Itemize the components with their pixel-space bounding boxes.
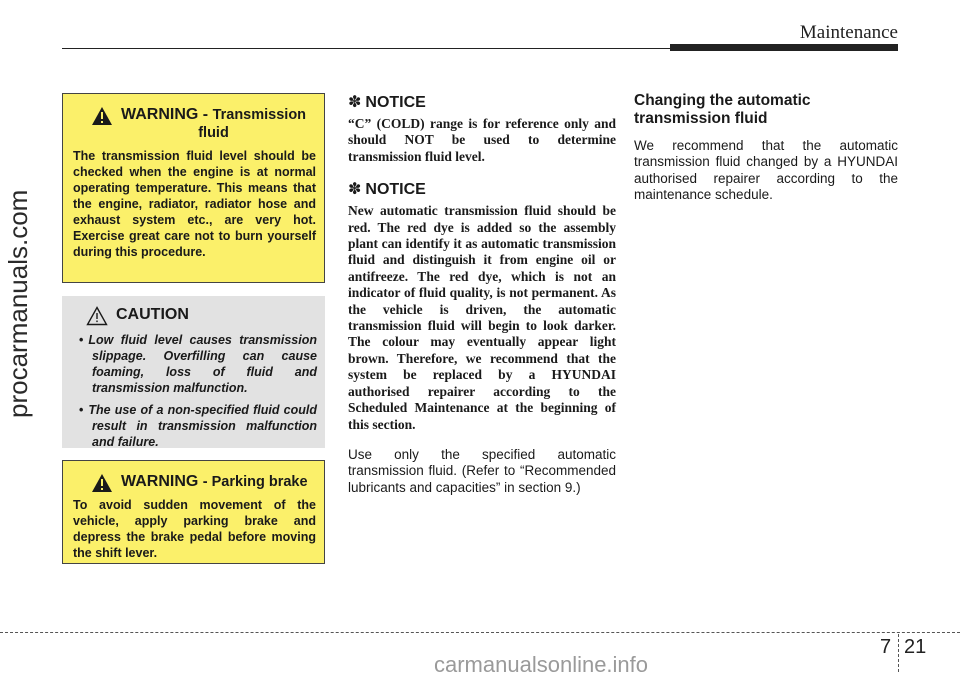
caution-header bbox=[72, 306, 317, 326]
body-paragraph: We recommend that the automatic transmission fluid changed by a HYUNDAI authorised repairer according to the maintenance schedule. bbox=[634, 138, 898, 203]
notice-star-icon: ✽ bbox=[348, 94, 362, 111]
middle-column bbox=[348, 92, 616, 496]
notice-heading bbox=[348, 92, 616, 112]
warning-triangle-icon bbox=[91, 106, 113, 126]
warning-heading bbox=[121, 473, 308, 491]
caution-list bbox=[72, 332, 317, 450]
page-section-title: Maintenance bbox=[799, 22, 898, 43]
caution-item-text: Low fluid level causes transmission slippage. Overfilling can cause foaming, loss of fluid and transmission malfunction. bbox=[88, 333, 317, 395]
warning-header bbox=[73, 473, 316, 493]
warning-text: To avoid sudden movement of the vehicle, apply parking brake and depress the brake pedal before moving the shift lever. bbox=[73, 498, 316, 560]
side-watermark: procarmanuals.com bbox=[3, 189, 33, 418]
notice-title: NOTICE bbox=[365, 181, 426, 199]
footer-rule bbox=[0, 632, 960, 633]
warning-header bbox=[73, 106, 316, 142]
warning-triangle-icon bbox=[91, 473, 113, 493]
notice-text: New automatic transmission fluid should be red. The red dye is added so the assembly plant can identify it as automatic transmission fluid and distinguish it from engine oil or antifreeze. The red dye, which is not an indicator of fluid quality, is not permanent. As the vehicle is driven, the automatic transmission fluid will begin to look darker. The colour may eventually appear light brown. Therefore, we recommend that the system be replaced by a HYUNDAI authorised repairer according to the Scheduled Maintenance at the beginning of this section. bbox=[348, 203, 616, 432]
list-item: • Low fluid level causes transmission slippage. Overfilling can cause foaming, loss of fluid and transmission malfunction. bbox=[79, 333, 317, 395]
caution-triangle-icon bbox=[86, 306, 108, 326]
notice-star-icon: ✽ bbox=[348, 181, 362, 199]
warning-text: The transmission fluid level should be checked when the engine is at normal operating temperature. This means that the engine, radiator, radiator hose and exhaust system etc., are very hot. Exercise great care not to burn yourself during this procedure. bbox=[73, 149, 316, 259]
warning-label: WARNING - bbox=[121, 106, 209, 123]
header-rule-bar bbox=[670, 44, 898, 51]
bottom-watermark: carmanualsonline.info bbox=[434, 652, 649, 677]
body-paragraph: Use only the specified automatic transmission fluid. (Refer to “Recommended lubricants and capacities” in section 9.) bbox=[348, 446, 616, 495]
warning-label: WARNING bbox=[121, 473, 199, 490]
warning-subject: Transmission bbox=[212, 107, 307, 123]
right-column bbox=[634, 92, 898, 204]
page-number-separator bbox=[898, 634, 899, 672]
notice-title: NOTICE bbox=[365, 94, 426, 111]
caution-box bbox=[62, 296, 325, 448]
caution-title: CAUTION bbox=[116, 306, 189, 323]
warning-parking-brake-box bbox=[62, 460, 325, 564]
page-number: 21 bbox=[904, 636, 927, 658]
warning-subject: - Parking brake bbox=[202, 474, 308, 490]
chapter-number: 7 bbox=[880, 636, 892, 658]
section-heading: Changing the automatic transmission fluid bbox=[634, 92, 811, 127]
list-item: • The use of a non-specified fluid could result in transmission malfunction and failure. bbox=[79, 403, 317, 449]
notice-text: “C” (COLD) range is for reference only and should NOT be used to determine transmission fluid level. bbox=[348, 116, 616, 164]
header-rule bbox=[62, 48, 672, 49]
warning-transmission-fluid-box bbox=[62, 93, 325, 283]
caution-item-text: The use of a non-specified fluid could result in transmission malfunction and failure. bbox=[88, 403, 317, 449]
warning-subject-line2: fluid bbox=[198, 125, 229, 141]
warning-heading bbox=[121, 106, 306, 142]
notice-heading bbox=[348, 179, 616, 199]
